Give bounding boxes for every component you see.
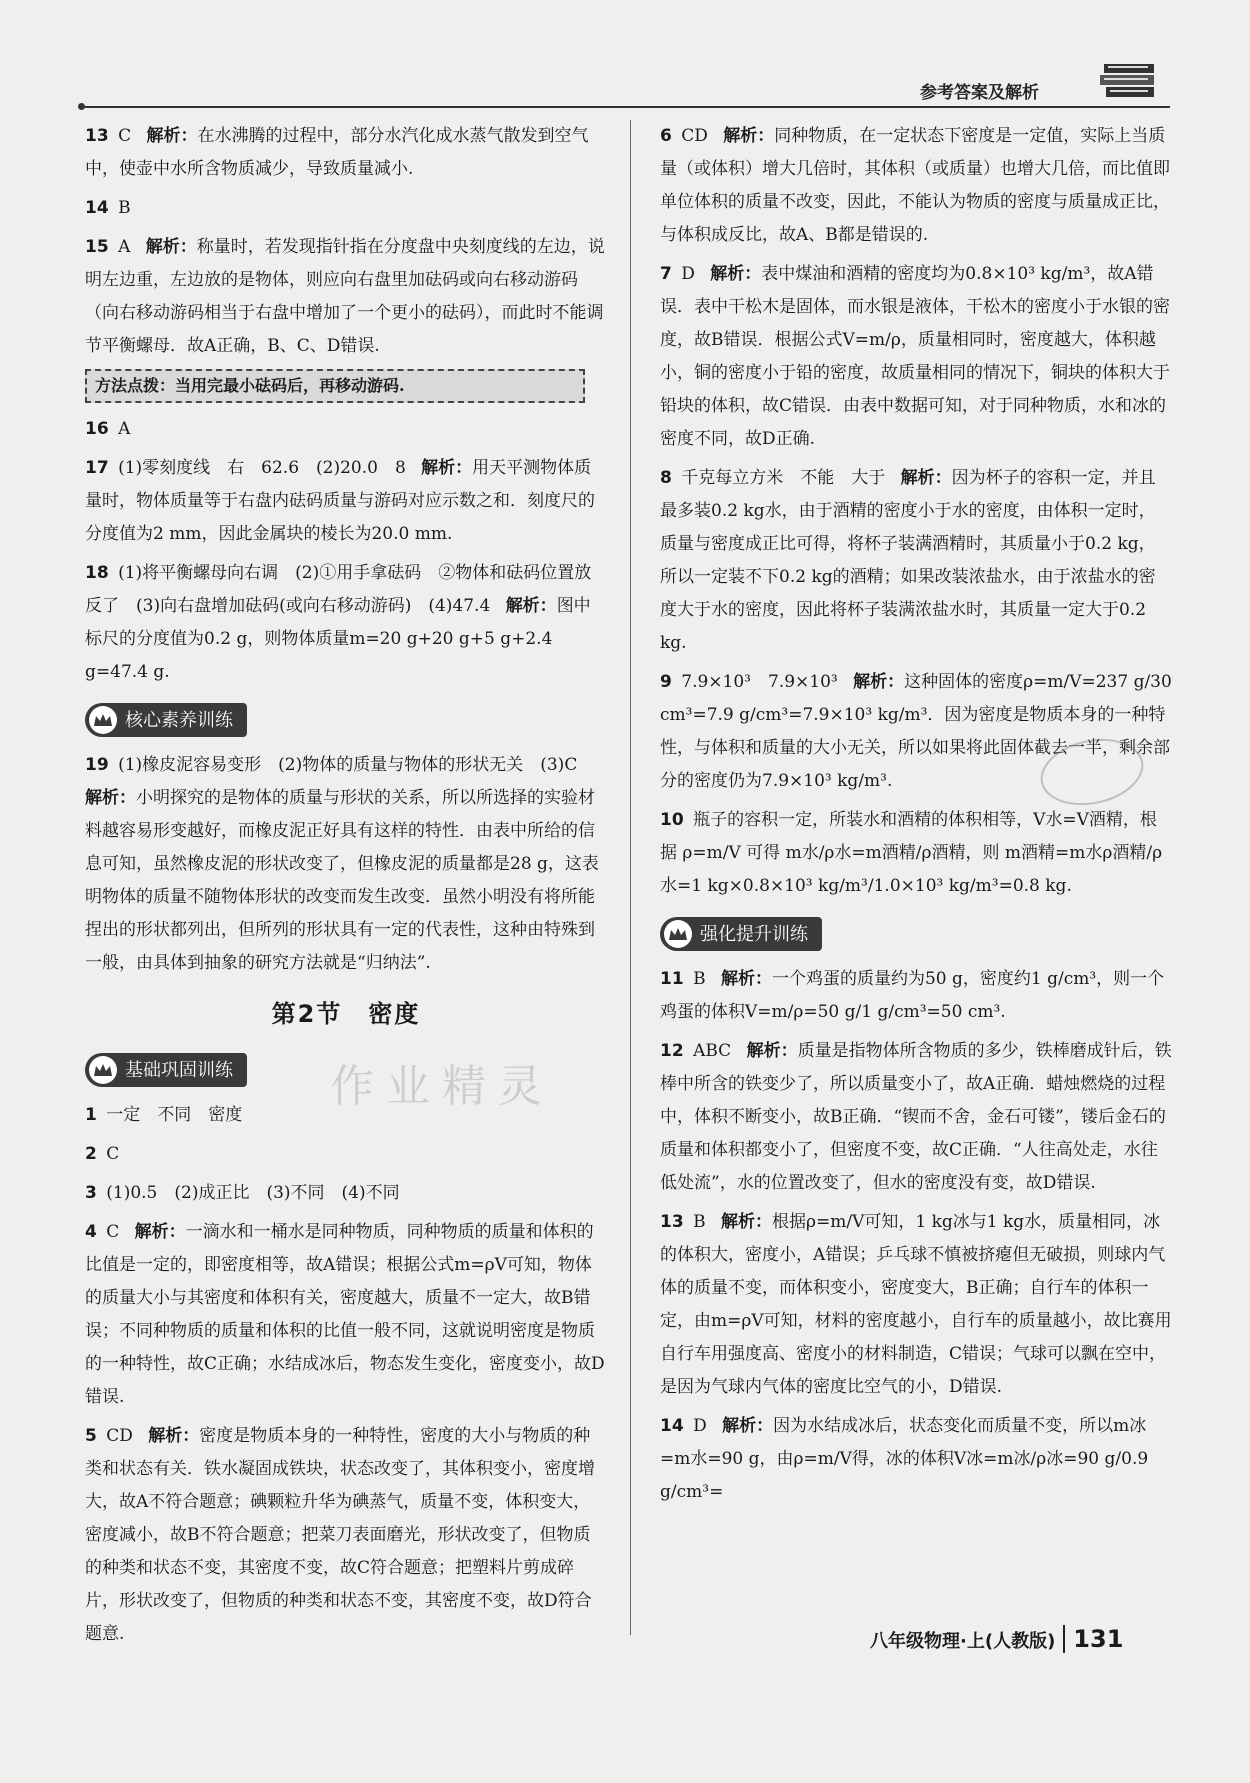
right-column [660, 120, 1172, 1515]
answer-b7: 7 D 解析：表中煤油和酒精的密度均为0.8×10³ kg/m³，故A错误．表中干松木是固体，而水银是液体，干松木的密度小于水银的密度，故B错误．根据公式V=m/ρ，质量相同时，密度越大，体积越小，铜的密度小于铅的密度，故质量相同的情况下，铜块的体积大于铅块的体积，故C错误．由表中数据可知，对于同种物质，水和冰的密度不同，故D正确. [660, 264, 1170, 449]
header-rule [80, 106, 1170, 108]
answer-18: 18 (1)将平衡螺母向右调 (2)①用手拿砝码 ②物体和砝码位置放反了 (3)向右盘增加砝码(或向右移动游码) (4)47.4 解析：图中标尺的分度值为0.2 g，则物体质量m=20 g+20 g+5 g+2.4 g=47.4 g. [85, 563, 592, 682]
answer-b10: 10 瓶子的容积一定，所装水和酒精的体积相等，V水=V酒精，根据 ρ=m/V 可得 m水/ρ水=m酒精/ρ酒精，则 m酒精=m水ρ酒精/ρ水=1 kg×0.8×10³ kg/m³/1.0×10³ kg/m³=0.8 kg. [660, 810, 1163, 896]
watermark: 作业精灵 [330, 1061, 554, 1112]
left-column [85, 120, 607, 1657]
book-title: 八年级物理·上(人教版) [870, 1631, 1056, 1652]
answer-16: 16 A [85, 419, 131, 439]
method-tip: 方法点拨：当用完最小砝码后，再移动游码. [85, 369, 585, 403]
answer-17: 17 (1)零刻度线 右 62.6 (2)20.0 8 解析：用天平测物体质量时，物体质量等于右盘内砝码质量与游码对应示数之和．刻度尺的分度值为2 mm，因此金属块的棱长为20.0 mm. [85, 458, 595, 544]
answer-b3: 3 (1)0.5 (2)成正比 (3)不同 (4)不同 [85, 1183, 400, 1203]
answer-b8: 8 千克每立方米 不能 大于 解析：因为杯子的容积一定，并且最多装0.2 kg水，由于酒精的密度小于水的密度，由体积一定时，质量与密度成正比可得，将杯子装满酒精时，其质量小于0.2 kg，所以一定装不下0.2 kg的酒精；如果改装浓盐水，由于浓盐水的密度大于水的密度，因此将杯子装满浓盐水时，其质量一定大于0.2 kg. [660, 468, 1156, 653]
answer-b13: 13 B 解析：根据ρ=m/V可知，1 kg冰与1 kg水，质量相同，冰的体积大，密度小，A错误；乒乓球不慎被挤瘪但无破损，则球内气体的质量不变，而体积变小，密度变大，B正确；自行车的体积一定，由m=ρV可知，材料的密度越小，自行车的质量越小，故比赛用自行车用强度高、密度小的材料制造，C错误；气球可以飘在空中，是因为气球内气体的密度比空气的小，D错误. [660, 1212, 1172, 1397]
answer-15: 15 A 解析：称量时，若发现指针指在分度盘中央刻度线的左边，说明左边重，左边放的是物体，则应向右盘里加砝码或向右移动游码（向右移动游码相当于右盘中增加了一个更小的砝码），而此时不能调节平衡螺母．故A正确，B、C、D错误. [85, 237, 605, 356]
answer-b14: 14 D 解析：因为水结成冰后，状态变化而质量不变，所以m冰=m水=90 g，由ρ=m/V得，冰的体积V冰=m冰/ρ冰=90 g/0.9 g/cm³= [660, 1416, 1149, 1502]
section-badge-advanced: 强化提升训练 [660, 917, 822, 951]
section-title: 第2节 密度 [271, 1000, 421, 1028]
section-badge-basic: 基础巩固训练 [85, 1053, 247, 1087]
answer-b1: 1 一定 不同 密度 [85, 1105, 243, 1125]
answer-b2: 2 C [85, 1144, 120, 1164]
answer-b11: 11 B 解析：一个鸡蛋的质量约为50 g，密度约1 g/cm³，则一个鸡蛋的体积V=m/ρ=50 g/1 g/cm³=50 cm³. [660, 969, 1165, 1022]
answer-b4: 4 C 解析：一滴水和一桶水是同种物质，同种物质的质量和体积的比值是一定的，即密度相等，故A错误；根据公式m=ρV可知，物体的质量大小与其密度和体积有关，密度越大，质量不一定大，故B错误；不同种物质的质量和体积的比值一般不同，这就说明密度是物质的一种特性，故C正确；水结成冰后，物态发生变化，密度变小，故D错误. [85, 1222, 605, 1407]
footer [870, 1625, 1123, 1653]
answer-14: 14 B [85, 198, 131, 218]
answer-b6: 6 CD 解析：同种物质，在一定状态下密度是一定值，实际上当质量（或体积）增大几倍时，其体积（或质量）也增大几倍，而比值即单位体积的质量不改变，因此，不能认为物质的密度与质量成正比，与体积成反比，故A、B都是错误的. [660, 126, 1170, 245]
crown-icon [664, 920, 692, 948]
answer-13: 13 C 解析：在水沸腾的过程中，部分水汽化成水蒸气散发到空气中，使壶中水所含物质减少，导致质量减小. [85, 126, 589, 179]
page-number: 131 [1063, 1625, 1123, 1653]
answer-b5: 5 CD 解析：密度是物质本身的一种特性，密度的大小与物质的种类和状态有关．铁水凝固成铁块，状态改变了，其体积变小，密度增大，故A不符合题意；碘颗粒升华为碘蒸气，质量不变，体积变大，密度减小，故B不符合题意；把菜刀表面磨光，形状改变了，但物质的种类和状态不变，其密度不变，故C符合题意；把塑料片剪成碎片，形状改变了，但物质的种类和状态不变，其密度不变，故D符合题意. [85, 1426, 595, 1644]
crown-icon [89, 706, 117, 734]
answer-b12: 12 ABC 解析：质量是指物体所含物质的多少，铁棒磨成针后，铁棒中所含的铁变少了，所以质量变小了，故A正确．蜡烛燃烧的过程中，体积不断变小，故B正确．“锲而不舍，金石可镂”，镂后金石的质量和体积都变小了，但密度不变，故C正确．“人往高处走，水往低处流”，水的位置改变了，但水的密度没有变，故D错误. [660, 1041, 1172, 1193]
answer-b9: 9 7.9×10³ 7.9×10³ 解析：这种固体的密度ρ=m/V=237 g/30 cm³=7.9 g/cm³=7.9×10³ kg/m³．因为密度是物质本身的一种特性，与体积和质量的大小无关，所以如果将此固体截去一半，剩余部分的密度仍为7.9×10³ kg/m³. [660, 672, 1172, 791]
answer-19: 19 (1)橡皮泥容易变形 (2)物体的质量与物体的形状无关 (3)C 解析：小明探究的是物体的质量与形状的关系，所以所选择的实验材料越容易形变越好，而橡皮泥正好具有这样的特性．由表中所给的信息可知，虽然橡皮泥的形状改变了，但橡皮泥的质量都是28 g，这表明物体的质量不随物体形状的改变而发生改变．虽然小明没有将所能捏出的形状都列出，但所列的形状具有一定的代表性，这种由特殊到一般，由具体到抽象的研究方法就是“归纳法”. [85, 755, 599, 973]
column-divider [630, 120, 631, 1635]
books-icon [1100, 60, 1160, 104]
section-badge-core: 核心素养训练 [85, 703, 247, 737]
crown-icon [89, 1056, 117, 1084]
header-title: 参考答案及解析 [920, 83, 1039, 103]
